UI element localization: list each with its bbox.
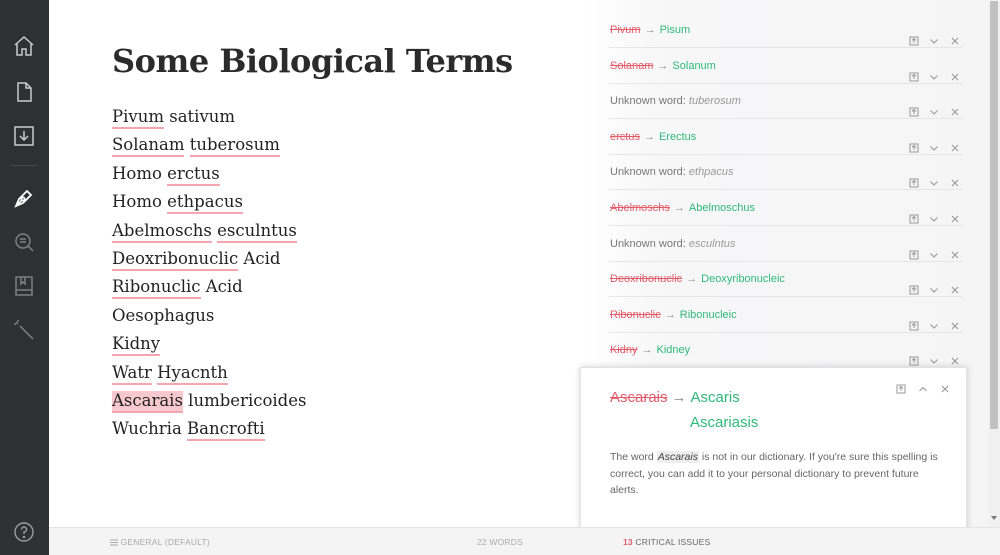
misspelled-word: Kidny <box>610 344 638 357</box>
dictionary-icon[interactable] <box>909 62 919 72</box>
misspelled-word[interactable]: Ribonuclic <box>112 277 201 299</box>
misspelled-word: Pivum <box>610 24 641 36</box>
critical-count: 13 <box>623 537 633 547</box>
line-text: sativum <box>163 107 236 126</box>
arrow: → <box>664 308 676 321</box>
card-actions <box>903 13 963 48</box>
line-text: Acid <box>238 248 281 268</box>
line-text: Wuchria <box>112 419 188 439</box>
misspelled-word: Ascarais <box>610 389 668 406</box>
suggestion-text <box>610 49 716 84</box>
suggestion-text <box>610 262 785 297</box>
card-actions <box>903 262 963 297</box>
chevron-down-icon[interactable] <box>929 240 939 250</box>
document-body[interactable] <box>112 105 306 446</box>
card-actions <box>903 120 963 155</box>
scrollbar-thumb[interactable] <box>990 1 998 429</box>
chevron-down-icon[interactable] <box>929 62 939 72</box>
search-doc-icon[interactable] <box>12 230 36 254</box>
suggestion-card[interactable] <box>609 262 963 297</box>
unknown-word-label: Unknown word: <box>610 166 686 179</box>
dictionary-icon[interactable] <box>909 275 919 285</box>
misspelled-word[interactable]: Hyacnth <box>157 363 228 385</box>
chevron-down-icon[interactable] <box>929 311 939 321</box>
editor-area[interactable] <box>49 0 580 527</box>
suggestion-card[interactable] <box>609 13 963 48</box>
chevron-down-icon[interactable] <box>929 26 939 36</box>
misspelled-word[interactable]: Solanam <box>112 135 184 157</box>
misspelled-word: erctus <box>610 130 640 143</box>
magic-wand-icon[interactable] <box>12 318 36 342</box>
misspelled-word: Solanam <box>610 59 654 72</box>
document-line[interactable] <box>112 332 306 360</box>
dictionary-icon[interactable] <box>909 346 919 356</box>
line-text: lumbericoides <box>182 390 307 410</box>
download-icon[interactable] <box>12 124 36 148</box>
suggestion-fix[interactable]: Solanum <box>672 59 716 72</box>
suggestion-card[interactable] <box>609 227 963 262</box>
card-actions <box>903 191 963 226</box>
word-count[interactable]: 22 WORDS <box>477 537 523 547</box>
chevron-up-icon[interactable] <box>918 381 928 391</box>
line-text: Oesophagus <box>112 305 215 325</box>
book-icon[interactable] <box>12 274 36 298</box>
line-text: Homo <box>112 192 168 212</box>
misspelled-word[interactable]: Ascarais <box>112 391 183 413</box>
suggestion-card[interactable] <box>609 155 963 190</box>
status-bar <box>49 527 1000 555</box>
document-line[interactable] <box>112 162 306 190</box>
dictionary-icon[interactable] <box>909 240 919 250</box>
suggestion-text <box>610 191 755 226</box>
help-icon[interactable] <box>12 520 36 544</box>
suggestion-text <box>610 13 690 48</box>
dictionary-icon[interactable] <box>896 381 906 391</box>
goal-selector[interactable]: GENERAL (DEFAULT) <box>110 537 210 547</box>
expanded-headline <box>610 389 740 406</box>
document-icon[interactable] <box>12 80 36 104</box>
suggestion-card[interactable] <box>609 120 963 155</box>
unknown-word: ethpacus <box>688 166 734 179</box>
suggestion-fix[interactable]: Kidney <box>656 344 691 357</box>
misspelled-word[interactable]: erctus <box>167 164 220 186</box>
document-line[interactable] <box>112 361 306 389</box>
card-actions <box>903 333 963 368</box>
misspelled-word[interactable]: Kidny <box>112 334 160 356</box>
card-actions <box>896 381 956 395</box>
suggestion-fix[interactable]: Ribonucleic <box>679 308 737 321</box>
suggestion-description: The word Ascarais is not in our dictionary. If you're sure this spelling is correct, you can add it to your personal dictionary to prevent future alerts. <box>610 451 938 496</box>
suggestion-fix[interactable]: Deoxyribonucleic <box>701 273 785 286</box>
suggestion-text <box>610 227 735 262</box>
document-line[interactable] <box>112 389 306 417</box>
arrow: → <box>673 202 685 214</box>
card-actions <box>903 298 963 333</box>
misspelled-word[interactable]: Abelmoschs <box>112 221 212 243</box>
line-text <box>184 135 189 154</box>
misspelled-word[interactable]: tuberosum <box>190 135 280 157</box>
arrow: → <box>686 273 698 286</box>
misspelled-word[interactable]: ethpacus <box>167 192 243 214</box>
chevron-down-icon[interactable] <box>929 97 939 107</box>
dictionary-icon[interactable] <box>909 97 919 107</box>
dictionary-icon[interactable] <box>909 26 919 36</box>
rail-divider <box>10 165 38 166</box>
home-icon[interactable] <box>12 34 36 58</box>
sidebar-rail <box>0 0 49 555</box>
arrow: → <box>641 344 653 357</box>
misspelled-word: Ribonuclic <box>610 308 661 321</box>
card-actions <box>903 155 963 190</box>
scroll-down-arrow-icon[interactable] <box>990 514 998 522</box>
unknown-word: tuberosum <box>688 95 741 108</box>
suggestion-card[interactable] <box>609 191 963 226</box>
close-icon[interactable] <box>950 311 960 321</box>
chevron-down-icon[interactable] <box>929 168 939 178</box>
document-line[interactable] <box>112 219 306 247</box>
suggestion-text <box>610 120 696 155</box>
line-text: Homo <box>112 163 168 183</box>
pen-icon[interactable] <box>12 186 36 210</box>
suggestion-text <box>610 84 741 119</box>
suggestion-card[interactable] <box>609 298 963 333</box>
document-line[interactable] <box>112 247 306 275</box>
suggestion-text <box>610 298 737 333</box>
misspelled-word[interactable]: Bancrofti <box>187 419 265 441</box>
line-text: Acid <box>200 277 243 297</box>
chevron-down-icon[interactable] <box>929 133 939 143</box>
suggestion-fix[interactable]: Pisum <box>659 24 691 36</box>
scrollbar[interactable] <box>988 0 1000 527</box>
suggestion-text <box>610 155 734 190</box>
critical-issues[interactable] <box>623 537 710 547</box>
unknown-word: esculntus <box>688 237 736 250</box>
suggestion-card[interactable] <box>609 84 963 119</box>
document-line[interactable] <box>112 133 306 161</box>
document-line[interactable] <box>112 105 306 133</box>
misspelled-word[interactable]: esculntus <box>217 221 297 243</box>
highlighted-word: Ascarais <box>657 451 698 463</box>
suggestion-option[interactable]: Ascaris <box>690 389 740 406</box>
arrow: → <box>671 389 687 406</box>
chevron-down-icon[interactable] <box>929 275 939 285</box>
dictionary-icon[interactable] <box>909 133 919 143</box>
close-icon[interactable] <box>950 204 960 214</box>
close-icon[interactable] <box>950 133 960 143</box>
expanded-suggestion-card[interactable] <box>580 367 967 532</box>
arrow: → <box>643 130 655 143</box>
document-line[interactable] <box>112 275 306 303</box>
unknown-word-label: Unknown word: <box>610 95 686 108</box>
close-icon[interactable] <box>950 62 960 72</box>
suggestion-fix[interactable]: Erectus <box>658 130 697 143</box>
close-icon[interactable] <box>940 381 950 391</box>
dictionary-icon[interactable] <box>909 204 919 214</box>
close-icon[interactable] <box>950 168 960 178</box>
misspelled-word: Deoxribonuclic <box>610 273 683 286</box>
suggestion-fix[interactable]: Abelmoschus <box>688 202 755 214</box>
close-icon[interactable] <box>950 240 960 250</box>
document-line[interactable] <box>112 417 306 445</box>
unknown-word-label: Unknown word: <box>610 237 686 250</box>
close-icon[interactable] <box>950 346 960 356</box>
misspelled-word: Abelmoschs <box>610 202 670 214</box>
dictionary-icon[interactable] <box>909 168 919 178</box>
arrow: → <box>657 59 669 72</box>
card-actions <box>903 49 963 84</box>
close-icon[interactable] <box>950 97 960 107</box>
chevron-down-icon[interactable] <box>929 346 939 356</box>
close-icon[interactable] <box>950 275 960 285</box>
misspelled-word[interactable]: Pivum <box>112 107 164 129</box>
card-actions <box>903 84 963 119</box>
document-title[interactable]: Some Biological Terms <box>112 42 513 80</box>
list-icon <box>110 539 118 546</box>
document-line[interactable] <box>112 190 306 218</box>
chevron-down-icon[interactable] <box>929 204 939 214</box>
critical-label: CRITICAL ISSUES <box>635 537 711 547</box>
card-actions <box>903 227 963 262</box>
misspelled-word[interactable]: Deoxribonuclic <box>112 249 238 271</box>
suggestion-card[interactable] <box>609 49 963 84</box>
dictionary-icon[interactable] <box>909 311 919 321</box>
suggestion-option-alt[interactable]: Ascariasis <box>690 414 759 431</box>
document-line[interactable] <box>112 304 306 332</box>
arrow: → <box>644 24 656 36</box>
suggestion-text <box>610 333 690 368</box>
misspelled-word[interactable]: Watr <box>112 363 152 385</box>
suggestion-card[interactable] <box>609 333 963 368</box>
close-icon[interactable] <box>950 26 960 36</box>
